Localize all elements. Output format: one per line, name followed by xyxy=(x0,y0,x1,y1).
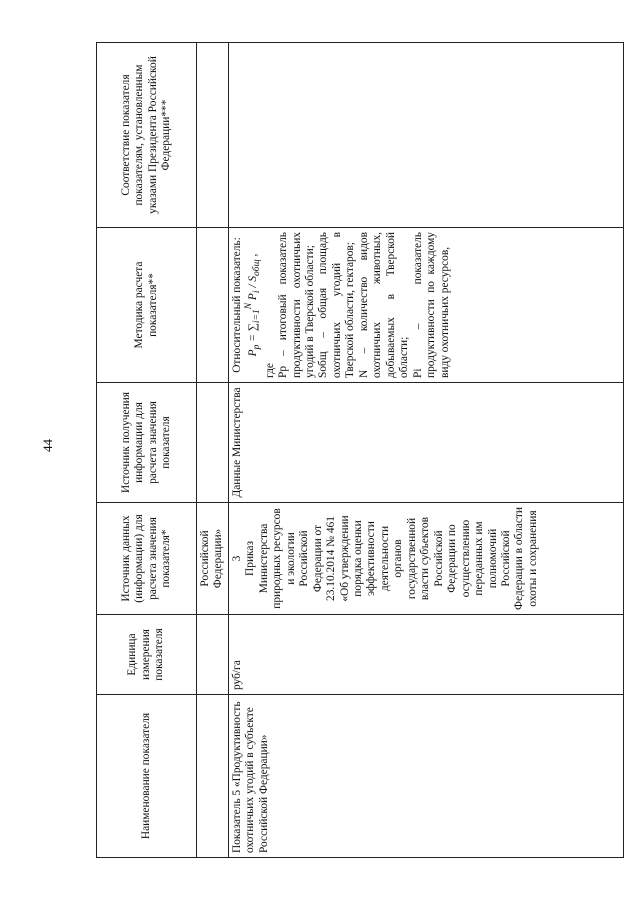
cont-compliance xyxy=(197,43,229,228)
method-line-3: N – количество видов охотничьих животных, добываемых в Тверской области; xyxy=(357,232,411,378)
table-row xyxy=(228,43,623,858)
method-formula: $P_р = \sum_{i=1}^N$ $P_i / S_{общ}$ , xyxy=(244,253,263,357)
page-number: 44 xyxy=(40,439,55,452)
header-source-info: Источник получения информации для расчета значения показателя xyxy=(97,383,197,503)
cont-unit xyxy=(197,615,229,695)
cont-name xyxy=(197,695,229,858)
source-data-text: Приказ Министерства природных ресурсов и экологии Российской Федерации от 23.10.2014 № 461 «Об утверждении порядка оценки эффективности деятельности органов государственной власти субъектов Российской Федерации по осуществлению переданных им полномочий Российской Федерации в области охоты и сохранения xyxy=(244,507,539,610)
cont-method xyxy=(197,228,229,383)
indicator-table xyxy=(96,42,624,858)
header-method: Методика расчета показателя** xyxy=(97,228,197,383)
indicator-source-data xyxy=(228,503,623,615)
method-where: где xyxy=(263,363,276,378)
indicator-compliance xyxy=(228,43,623,228)
cont-source-info xyxy=(197,383,229,503)
source-data-number: 3 xyxy=(230,555,243,562)
indicator-method xyxy=(228,228,623,383)
continuation-row xyxy=(197,43,229,858)
indicator-name: Показатель 5 «Продуктивность охотничьих угодий в субъекте Российской Федерации» xyxy=(228,695,623,858)
indicator-unit: руб/га xyxy=(228,615,623,695)
indicator-source-info: Данные Министерства xyxy=(228,383,623,503)
method-line-4: Pi – показатель продуктивности по каждому виду охотничьих ресурсов, xyxy=(411,232,451,378)
table-header-row xyxy=(97,43,197,858)
cont-source-data: Российской Федерации» xyxy=(197,503,229,615)
method-intro: Относительный показатель: xyxy=(230,237,243,373)
header-unit: Единица измерения показателя xyxy=(97,615,197,695)
header-name: Наименование показателя xyxy=(97,695,197,858)
header-compliance: Соответствие показателя показателям, установленным указами Президента Российской Федерации*** xyxy=(97,43,197,228)
method-line-1: Pр – итоговый показатель продуктивности охотничьих угодий в Тверской области; xyxy=(277,232,316,378)
header-source-data: Источник данных (информации) для расчета значения показателя* xyxy=(97,503,197,615)
rotated-table-container xyxy=(96,43,624,858)
method-line-2: Sобщ – общая площадь охотничьих угодий в Тверской области, гектаров; xyxy=(317,232,357,378)
